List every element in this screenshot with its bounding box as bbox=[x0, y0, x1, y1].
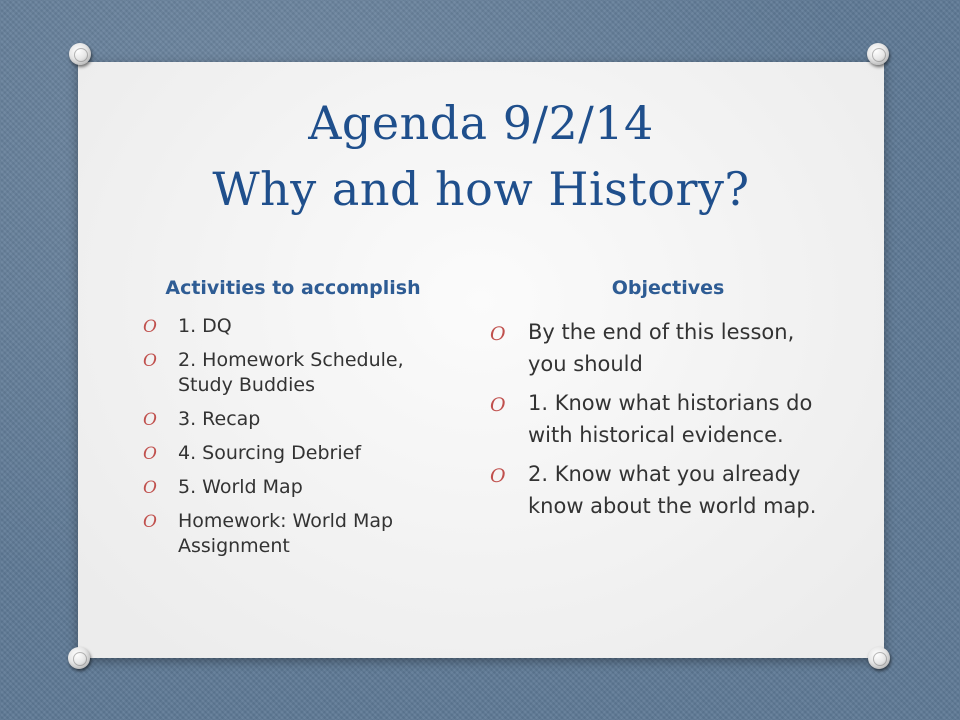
pin-icon bbox=[867, 43, 889, 65]
homework-item bbox=[143, 509, 463, 559]
bullet-icon: O bbox=[490, 394, 506, 416]
list-item-text: 5. World Map bbox=[178, 476, 303, 498]
list-item-text: 1. Know what historians do with historical evidence. bbox=[528, 391, 813, 447]
bullet-icon: O bbox=[143, 512, 157, 532]
bullet-icon: O bbox=[143, 351, 157, 371]
list-item-text: Homework: World Map Assignment bbox=[178, 510, 394, 557]
list-item-text: 3. Recap bbox=[178, 408, 261, 430]
bullet-icon: O bbox=[143, 317, 157, 337]
list-item bbox=[143, 348, 463, 398]
slide-title-line-2: Why and how History? bbox=[212, 162, 750, 216]
list-item bbox=[143, 314, 463, 339]
list-item-text: 2. Know what you already know about the world map. bbox=[528, 462, 817, 518]
list-item-text: 2. Homework Schedule, Study Buddies bbox=[178, 349, 404, 396]
list-item-text: 1. DQ bbox=[178, 315, 232, 337]
bullet-icon: O bbox=[143, 444, 157, 464]
list-item-text: By the end of this lesson, you should bbox=[528, 320, 795, 376]
pin-icon bbox=[868, 647, 890, 669]
list-item bbox=[143, 475, 463, 500]
list-item-text: 4. Sourcing Debrief bbox=[178, 442, 362, 464]
list-item bbox=[143, 407, 463, 432]
activities-heading: Activities to accomplish bbox=[165, 277, 421, 299]
slide-title-line-1: Agenda 9/2/14 bbox=[308, 96, 654, 150]
bullet-icon: O bbox=[490, 323, 506, 345]
list-item bbox=[143, 441, 463, 466]
slide bbox=[78, 62, 884, 658]
bullet-icon: O bbox=[143, 478, 157, 498]
bullet-icon: O bbox=[143, 410, 157, 430]
bullet-icon: O bbox=[490, 465, 506, 487]
list-item bbox=[490, 458, 830, 522]
objectives-heading: Objectives bbox=[611, 277, 725, 299]
list-item bbox=[490, 387, 830, 451]
pin-icon bbox=[68, 647, 90, 669]
activities-list bbox=[143, 314, 463, 568]
pin-icon bbox=[69, 43, 91, 65]
list-item bbox=[490, 316, 830, 380]
objectives-list bbox=[490, 316, 830, 529]
